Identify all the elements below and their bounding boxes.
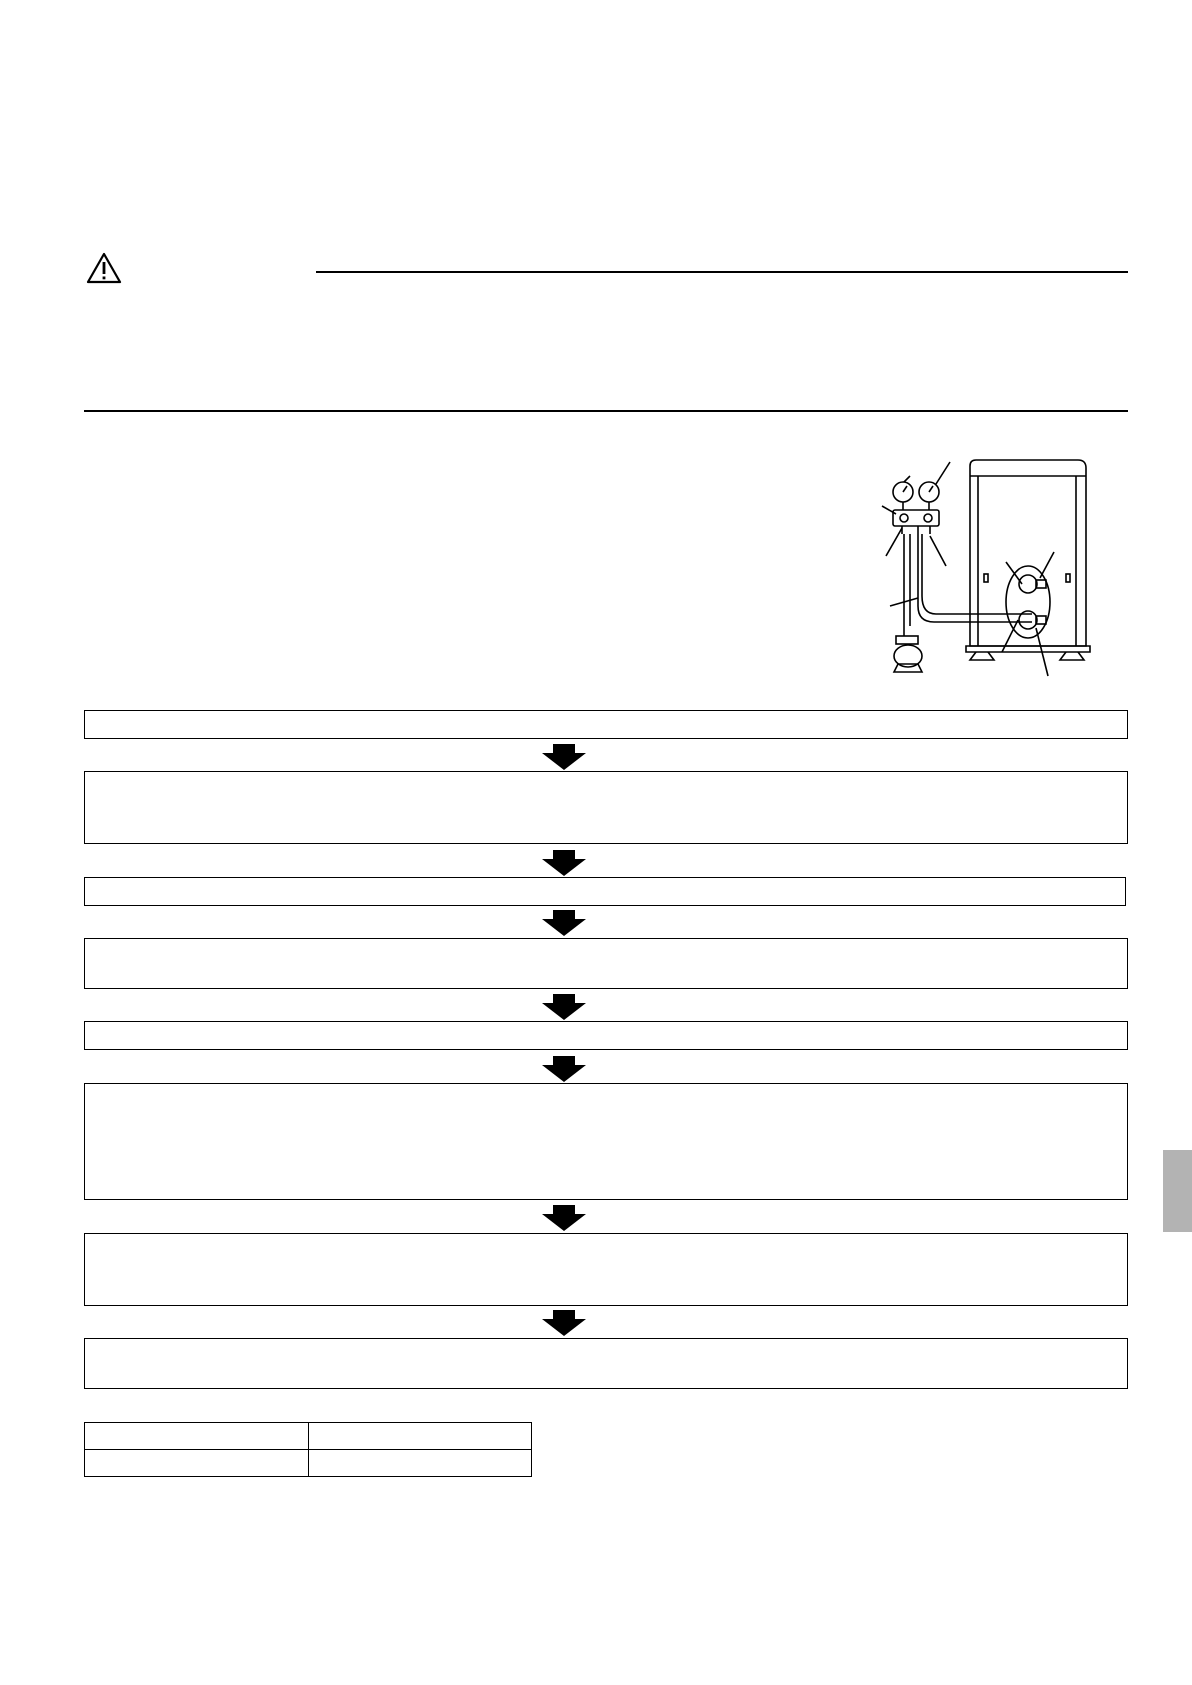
down-arrow-icon bbox=[542, 1056, 586, 1082]
table-row bbox=[85, 1423, 532, 1450]
flow-step-7 bbox=[84, 1233, 1128, 1306]
down-arrow-icon bbox=[542, 1205, 586, 1231]
vacuum-piping-diagram bbox=[866, 456, 1130, 682]
flow-step-8 bbox=[84, 1338, 1128, 1389]
service-valve-icon bbox=[1006, 566, 1050, 638]
table-cell bbox=[308, 1450, 532, 1477]
table-cell bbox=[85, 1450, 309, 1477]
warning-header-rule bbox=[316, 271, 1128, 273]
section-divider bbox=[84, 410, 1128, 412]
flow-step-4 bbox=[84, 938, 1128, 989]
down-arrow-icon bbox=[542, 744, 586, 770]
gauge-high-icon bbox=[919, 482, 939, 510]
spec-table bbox=[84, 1422, 532, 1477]
outdoor-unit-icon bbox=[966, 460, 1090, 660]
table-cell bbox=[85, 1423, 309, 1450]
flow-step-6 bbox=[84, 1083, 1128, 1200]
down-arrow-icon bbox=[542, 994, 586, 1020]
flow-step-2 bbox=[84, 771, 1128, 844]
down-arrow-icon bbox=[542, 850, 586, 876]
table-cell bbox=[308, 1423, 532, 1450]
gauge-low-icon bbox=[893, 482, 913, 510]
vacuum-pump-icon bbox=[894, 636, 922, 672]
warning-triangle-icon bbox=[86, 252, 122, 284]
section-side-tab bbox=[1163, 1150, 1192, 1232]
down-arrow-icon bbox=[542, 910, 586, 936]
flow-step-1 bbox=[84, 710, 1128, 739]
down-arrow-icon bbox=[542, 1310, 586, 1336]
flow-step-5 bbox=[84, 1021, 1128, 1050]
flow-step-3 bbox=[84, 877, 1126, 906]
table-row bbox=[85, 1450, 532, 1477]
